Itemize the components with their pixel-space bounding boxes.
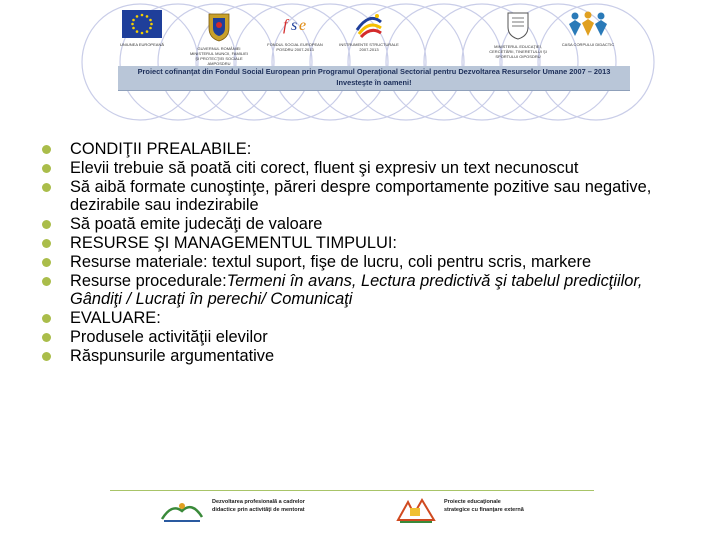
fse-logo bbox=[266, 10, 324, 52]
banner-line-2: Investeşte în oameni! bbox=[336, 78, 412, 87]
svg-text:f: f bbox=[283, 17, 288, 34]
ministry-education-logo bbox=[488, 10, 548, 59]
list-item bbox=[42, 272, 692, 308]
list-item bbox=[42, 178, 692, 214]
list-item bbox=[42, 234, 692, 252]
bullet-dot-icon bbox=[42, 258, 51, 267]
list-item-text: CONDIŢII PREALABILE: bbox=[70, 140, 252, 158]
logo-caption: CASA CORPULUI DIDACTIC bbox=[561, 42, 615, 47]
footer-left-line-1: Dezvoltarea profesională a cadrelor bbox=[212, 499, 305, 505]
footer-right-line-1: Proiecte educaţionale bbox=[444, 499, 501, 505]
logo-caption: INSTRUMENTE STRUCTURALE 2007-2013 bbox=[339, 42, 399, 52]
footer-right-line-2: strategice cu finanţare externă bbox=[444, 507, 524, 513]
project-banner bbox=[118, 66, 630, 91]
list-item-text: Resurse materiale: textul suport, fişe de lucru, coli pentru scris, markere bbox=[70, 253, 592, 271]
list-item bbox=[42, 215, 692, 233]
romania-coat-of-arms-logo bbox=[188, 10, 250, 66]
content-bullet-list bbox=[42, 140, 692, 366]
bullet-dot-icon bbox=[42, 239, 51, 248]
footer-divider bbox=[110, 490, 594, 491]
logo-caption: MINISTERUL EDUCAŢIEI, CERCETĂRII, TINERETULUI ŞI SPORTULUI OIPOSDRU bbox=[489, 44, 547, 59]
instrumente-structurale-logo bbox=[338, 10, 400, 52]
list-item bbox=[42, 140, 692, 158]
bullet-dot-icon bbox=[42, 314, 51, 323]
list-item-text: Să aibă formate cunoştinţe, păreri despre comportamente pozitive sau negative, dezirabile sau indezirabile bbox=[70, 178, 652, 214]
instrumente-structurale-icon bbox=[353, 10, 385, 38]
list-item bbox=[42, 309, 692, 327]
banner-line-1: Proiect cofinanţat din Fondul Social European prin Programul Operaţional Sectorial pentru Dezvoltarea Resurselor Umane 2007 – 2013 bbox=[137, 67, 611, 76]
list-item-prefix: Resurse procedurale: bbox=[70, 272, 227, 290]
list-item-text: Să poată emite judecăţi de valoare bbox=[70, 215, 323, 233]
children-figures-icon bbox=[567, 10, 609, 38]
svg-text:s: s bbox=[291, 17, 298, 34]
list-item-italic-text: Termeni în avans, Lectura predictivă şi tabelul predicţiilor, Gândiţi / Lucraţi în perechi/ Comunicaţi bbox=[70, 272, 643, 308]
svg-text:e: e bbox=[299, 17, 307, 34]
bullet-dot-icon bbox=[42, 277, 51, 286]
logo-caption: FONDUL SOCIAL EUROPEAN POSDRU 2007-2013 bbox=[267, 42, 323, 52]
list-item bbox=[42, 159, 692, 177]
coat-of-arms-icon bbox=[207, 10, 231, 42]
children-logo bbox=[558, 10, 618, 47]
footer-mentorat-text bbox=[212, 498, 305, 514]
ministry-emblem-icon bbox=[506, 10, 530, 40]
bullet-dot-icon bbox=[42, 183, 51, 192]
list-item bbox=[42, 253, 692, 271]
list-item bbox=[42, 328, 692, 346]
footer-educational-text bbox=[444, 498, 524, 514]
logo-caption: UNIUNEA EUROPEANĂ bbox=[119, 42, 164, 47]
list-item bbox=[42, 347, 692, 365]
educational-projects-icon bbox=[394, 496, 438, 524]
bullet-dot-icon bbox=[42, 220, 51, 229]
list-item-text: EVALUARE: bbox=[70, 309, 161, 327]
footer-left-line-2: didactice prin activităţi de mentorat bbox=[212, 507, 305, 513]
fse-icon bbox=[277, 10, 313, 38]
eu-flag-icon bbox=[122, 10, 162, 38]
mentorat-project-icon bbox=[160, 497, 204, 523]
bullet-dot-icon bbox=[42, 164, 51, 173]
logo-caption: GUVERNUL ROMÂNIEI MINISTERUL MUNCII, FAMILIEI ŞI PROTECŢIEI SOCIALE AMPOSDRU bbox=[189, 46, 249, 66]
bullet-dot-icon bbox=[42, 333, 51, 342]
list-item-text: RESURSE ŞI MANAGEMENTUL TIMPULUI: bbox=[70, 234, 397, 252]
eu-flag-logo bbox=[112, 10, 172, 47]
bullet-dot-icon bbox=[42, 352, 51, 361]
list-item-text: Răspunsurile argumentative bbox=[70, 347, 275, 365]
list-item-text: Produsele activităţii elevilor bbox=[70, 328, 268, 346]
list-item-text: Elevii trebuie să poată citi corect, fluent şi expresiv un text necunoscut bbox=[70, 159, 579, 177]
bullet-dot-icon bbox=[42, 145, 51, 154]
